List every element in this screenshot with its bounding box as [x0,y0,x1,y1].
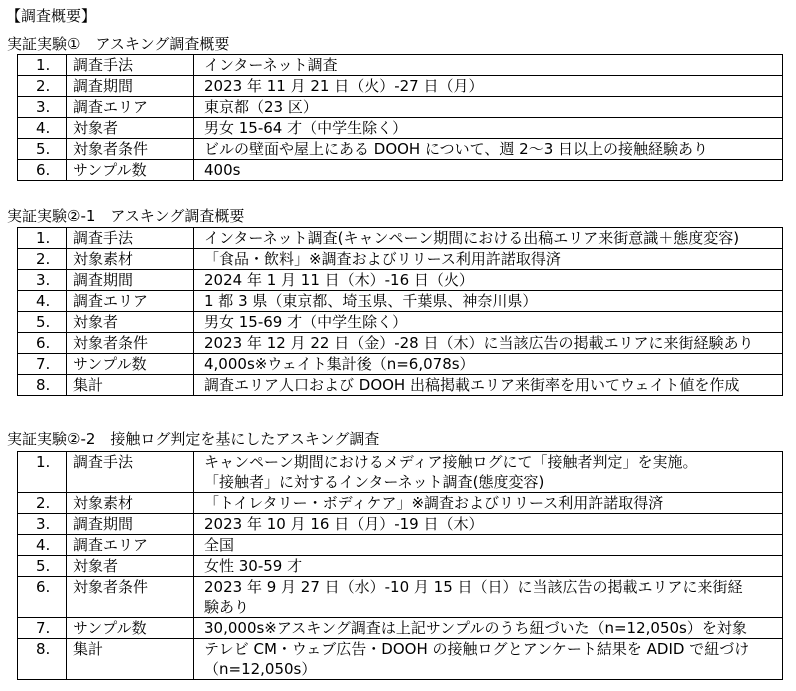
row-number: 5. [18,312,67,333]
row-detail: 「トイレタリー・ボディケア」※調査およびリリース利用許諾取得済 [194,493,783,514]
table-row [18,618,783,639]
row-number: 4. [18,291,67,312]
row-item: 調査期間 [67,270,194,291]
row-detail-line-1: テレビ CM・ウェブ広告・DOOH の接触ログとアンケート結果を ADID で紐づけ [204,640,750,658]
table-row [18,333,783,354]
row-item: 調査手法 [67,452,194,493]
row-detail-line-1: キャンペーン期間におけるメディア接触ログにて「接触者判定」を実施。 [204,453,698,471]
row-number: 7. [18,354,67,375]
row-number: 1. [18,228,67,249]
table-row [18,228,783,249]
row-detail: 30,000s※アスキング調査は上記サンプルのうち紐づいた（n=12,050s）を対象 [194,618,783,639]
survey-table-experiment-2-2 [17,451,783,680]
row-item: 調査期間 [67,76,194,97]
row-detail: 全国 [194,535,783,556]
row-item: 集計 [67,639,194,680]
row-number: 8. [18,639,67,680]
row-detail-line-1: 2023 年 9 月 27 日（水）-10 月 15 日（日）に当該広告の掲載エリアに来街経 [204,578,743,596]
row-detail: 男女 15-69 才（中学生除く） [194,312,783,333]
row-number: 3. [18,270,67,291]
row-number: 2. [18,493,67,514]
row-item: 調査手法 [67,55,194,76]
row-item: 対象者条件 [67,333,194,354]
table-row [18,291,783,312]
row-item: サンプル数 [67,160,194,181]
row-detail: インターネット調査(キャンペーン期間における出稿エリア来街意識＋態度変容) [194,228,783,249]
row-number: 5. [18,139,67,160]
table-row [18,76,783,97]
row-item: サンプル数 [67,618,194,639]
row-number: 6. [18,333,67,354]
table-row [18,452,783,493]
table-row [18,55,783,76]
row-number: 6. [18,577,67,618]
survey-table-experiment-2-1 [17,227,783,396]
row-detail: 4,000s※ウェイト集計後（n=6,078s） [194,354,783,375]
row-item: 対象者 [67,118,194,139]
row-number: 1. [18,55,67,76]
row-number: 8. [18,375,67,396]
survey-table-experiment-1 [17,54,783,181]
table-row [18,514,783,535]
table-row [18,493,783,514]
row-detail [194,577,783,618]
row-number: 2. [18,76,67,97]
table-row [18,249,783,270]
row-item: 対象者条件 [67,139,194,160]
row-detail: 調査エリア人口および DOOH 出稿掲載エリア来街率を用いてウェイト値を作成 [194,375,783,396]
row-detail: インターネット調査 [194,55,783,76]
table-row [18,577,783,618]
row-item: 対象者 [67,556,194,577]
table-row [18,375,783,396]
row-number: 4. [18,118,67,139]
row-item: 調査エリア [67,97,194,118]
row-number: 4. [18,535,67,556]
table-row [18,270,783,291]
row-detail: 2023 年 12 月 22 日（金）-28 日（木）に当該広告の掲載エリアに来街経験あり [194,333,783,354]
section-heading-experiment-2-1: 実証実験②-1 アスキング調査概要 [7,207,245,225]
row-number: 1. [18,452,67,493]
row-detail: 1 都 3 県（東京都、埼玉県、千葉県、神奈川県） [194,291,783,312]
document-title: 【調査概要】 [6,7,97,25]
row-item: 調査期間 [67,514,194,535]
row-item: 調査エリア [67,535,194,556]
row-detail [194,639,783,680]
row-item: 対象素材 [67,493,194,514]
row-detail [194,452,783,493]
row-number: 5. [18,556,67,577]
row-item: 調査エリア [67,291,194,312]
table-row [18,556,783,577]
table-row [18,312,783,333]
row-detail: 男女 15-64 才（中学生除く） [194,118,783,139]
table-row [18,160,783,181]
row-item: 集計 [67,375,194,396]
row-detail-line-2: 「接触者」に対するインターネット調査(態度変容) [204,473,545,491]
table-row [18,118,783,139]
table-row [18,535,783,556]
row-number: 6. [18,160,67,181]
row-item: 対象者条件 [67,577,194,618]
row-detail-line-2: 験あり [204,598,250,616]
section-heading-experiment-1: 実証実験① アスキング調査概要 [7,35,230,53]
row-detail: 2023 年 11 月 21 日（火）-27 日（月） [194,76,783,97]
row-detail-line-2: （n=12,050s） [204,660,317,678]
row-item: 対象素材 [67,249,194,270]
row-item: 対象者 [67,312,194,333]
row-detail: 女性 30-59 才 [194,556,783,577]
row-item: サンプル数 [67,354,194,375]
row-detail: 東京都（23 区） [194,97,783,118]
row-item: 調査手法 [67,228,194,249]
row-detail: 2023 年 10 月 16 日（月）-19 日（木） [194,514,783,535]
row-detail: 400s [194,160,783,181]
table-row [18,639,783,680]
table-row [18,97,783,118]
row-detail: ビルの壁面や屋上にある DOOH について、週 2～3 日以上の接触経験あり [194,139,783,160]
section-heading-experiment-2-2: 実証実験②-2 接触ログ判定を基にしたアスキング調査 [7,430,380,448]
row-detail: 「食品・飲料」※調査およびリリース利用許諾取得済 [194,249,783,270]
row-number: 2. [18,249,67,270]
row-number: 3. [18,514,67,535]
row-number: 7. [18,618,67,639]
table-row [18,354,783,375]
row-number: 3. [18,97,67,118]
table-row [18,139,783,160]
row-detail: 2024 年 1 月 11 日（木）-16 日（火） [194,270,783,291]
